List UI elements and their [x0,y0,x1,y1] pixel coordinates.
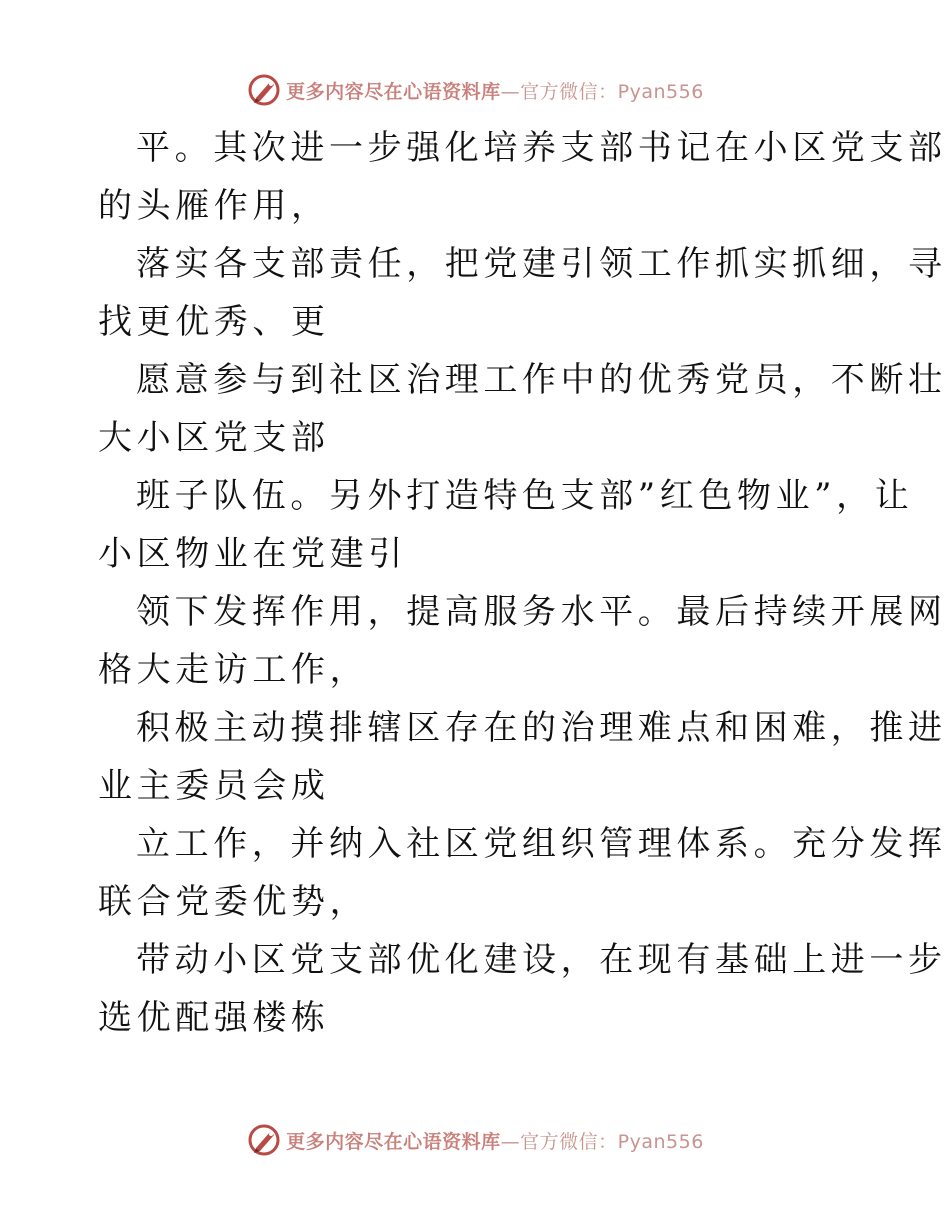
text-line: 班子队伍。另外打造特色支部”红色物业”，让 [136,476,914,516]
document-body [98,119,947,1047]
pen-circle-logo-icon [246,1122,282,1158]
text-line: 大小区党支部 [98,418,330,458]
header-watermark [0,70,950,110]
text-line: 找更优秀、更 [98,302,330,342]
text-line: 积极主动摸排辖区存在的治理难点和困难，推进 [136,708,947,748]
watermark-separator: — [500,1130,521,1153]
text-line: 平。其次进一步强化培养支部书记在小区党支部 [136,128,947,168]
text-line: 联合党委优势， [98,882,369,922]
text-line: 的头雁作用， [98,186,330,226]
text-line: 立工作，并纳入社区党组织管理体系。充分发挥 [136,824,947,864]
pen-circle-logo-icon [246,72,282,108]
watermark-brand: 更多内容尽在心语资料库 [286,1130,501,1153]
watermark-wechat: 官方微信：Pyan556 [520,80,704,103]
text-line: 小区物业在党建引 [98,534,407,574]
watermark-brand: 更多内容尽在心语资料库 [286,80,501,103]
text-line: 业主委员会成 [98,766,330,806]
watermark-separator: — [500,80,521,103]
watermark-text [286,77,704,104]
text-line: 落实各支部责任，把党建引领工作抓实抓细，寻 [136,244,947,284]
watermark-wechat: 官方微信：Pyan556 [520,1130,704,1153]
text-line: 领下发挥作用，提高服务水平。最后持续开展网 [136,592,947,632]
watermark-text [286,1127,704,1154]
footer-watermark [0,1120,950,1160]
text-line: 愿意参与到社区治理工作中的优秀党员，不断壮 [136,360,947,400]
text-line: 格大走访工作， [98,650,369,690]
text-line: 带动小区党支部优化建设，在现有基础上进一步 [136,940,947,980]
text-line: 选优配强楼栋 [98,998,330,1038]
